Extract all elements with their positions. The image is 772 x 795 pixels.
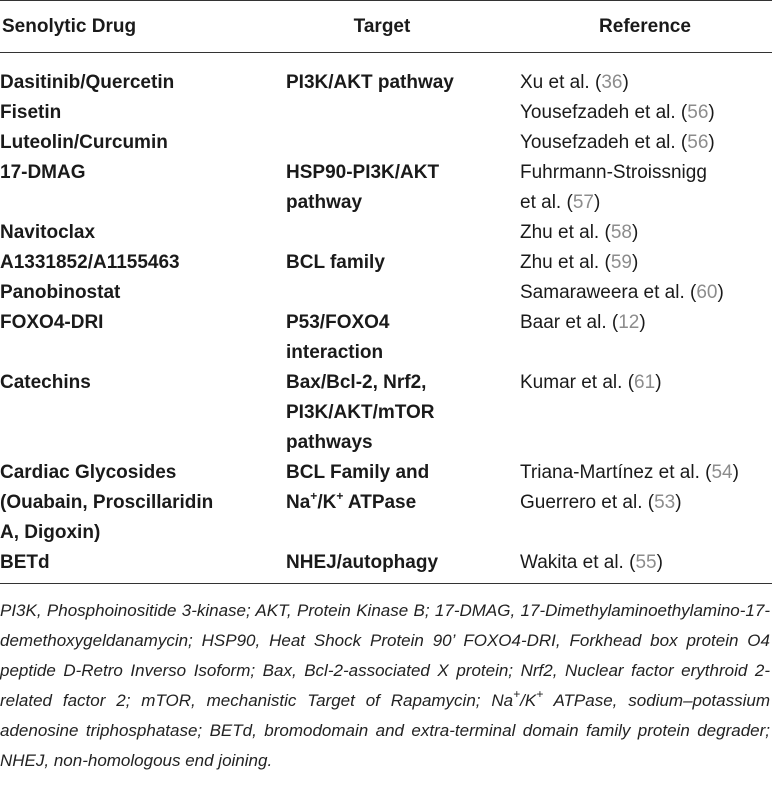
reference-cell: Triana-Martínez et al. (54) Guerrero et al. (53) (520, 462, 739, 513)
header-senolytic-drug: Senolytic Drug (2, 16, 137, 37)
drug-cell: Navitoclax (0, 222, 96, 243)
target-cell: HSP90-PI3K/AKT pathway (286, 162, 440, 213)
header-rule (0, 52, 772, 53)
reference-cell: Samaraweera et al. (60) (520, 282, 724, 303)
reference-cell: Zhu et al. (59) (520, 252, 639, 273)
drug-cell: Cardiac Glycosides (Ouabain, Proscillaridin A, Digoxin) (0, 462, 214, 543)
table-footnote: PI3K, Phosphoinositide 3-kinase; AKT, Protein Kinase B; 17-DMAG, 17-Dimethylaminoethylamino-17-demethoxygeldanamycin; HSP90, Heat Shock Protein 90’ FOXO4-DRI, Forkhead box protein O4 peptide D-Retro Inverso Isoform; Bax, Bcl-2-associated X protein; Nrf2, Nuclear factor erythroid 2-related factor 2; mTOR, mechanistic Target of Rapamycin; Na+/K+ ATPase, sodium–potassium adenosine triphosphatase; BETd, bromodomain and extra-terminal domain family protein degrader; NHEJ, non-homologous end joining. (0, 601, 771, 770)
header-reference: Reference (599, 16, 691, 37)
target-cell: PI3K/AKT pathway (286, 72, 454, 93)
reference-cell: Baar et al. (12) (520, 312, 646, 333)
drug-cell: 17-DMAG (0, 162, 86, 183)
drug-cell: Catechins (0, 372, 91, 393)
header-target: Target (353, 16, 411, 37)
target-cell: BCL Family and Na+/K+ ATPase (286, 462, 430, 513)
drug-cell: A1331852/A1155463 (0, 252, 180, 273)
target-cell: NHEJ/autophagy (286, 552, 439, 573)
reference-cell: Zhu et al. (58) (520, 222, 639, 243)
target-cell: P53/FOXO4 interaction (286, 312, 390, 363)
target-cell: BCL family (286, 252, 385, 273)
drug-cell: Panobinostat (0, 282, 121, 303)
reference-cell: Wakita et al. (55) (520, 552, 663, 573)
drug-cell: FOXO4-DRI (0, 312, 104, 333)
target-cell: Bax/Bcl-2, Nrf2, PI3K/AKT/mTOR pathways (286, 372, 435, 453)
reference-cell: Kumar et al. (61) (520, 372, 662, 393)
reference-cell: Yousefzadeh et al. (56) (520, 132, 715, 153)
drug-cell: Fisetin (0, 102, 62, 123)
reference-cell: Yousefzadeh et al. (56) (520, 102, 715, 123)
drug-cell: BETd (0, 552, 50, 573)
top-rule (0, 0, 772, 1)
drug-cell: Luteolin/Curcumin (0, 132, 168, 153)
reference-cell: Xu et al. (36) (520, 72, 629, 93)
reference-cell: Fuhrmann-Stroissnigg et al. (57) (520, 162, 707, 213)
drug-cell: Dasitinib/Quercetin (0, 72, 175, 93)
bottom-rule (0, 583, 772, 584)
